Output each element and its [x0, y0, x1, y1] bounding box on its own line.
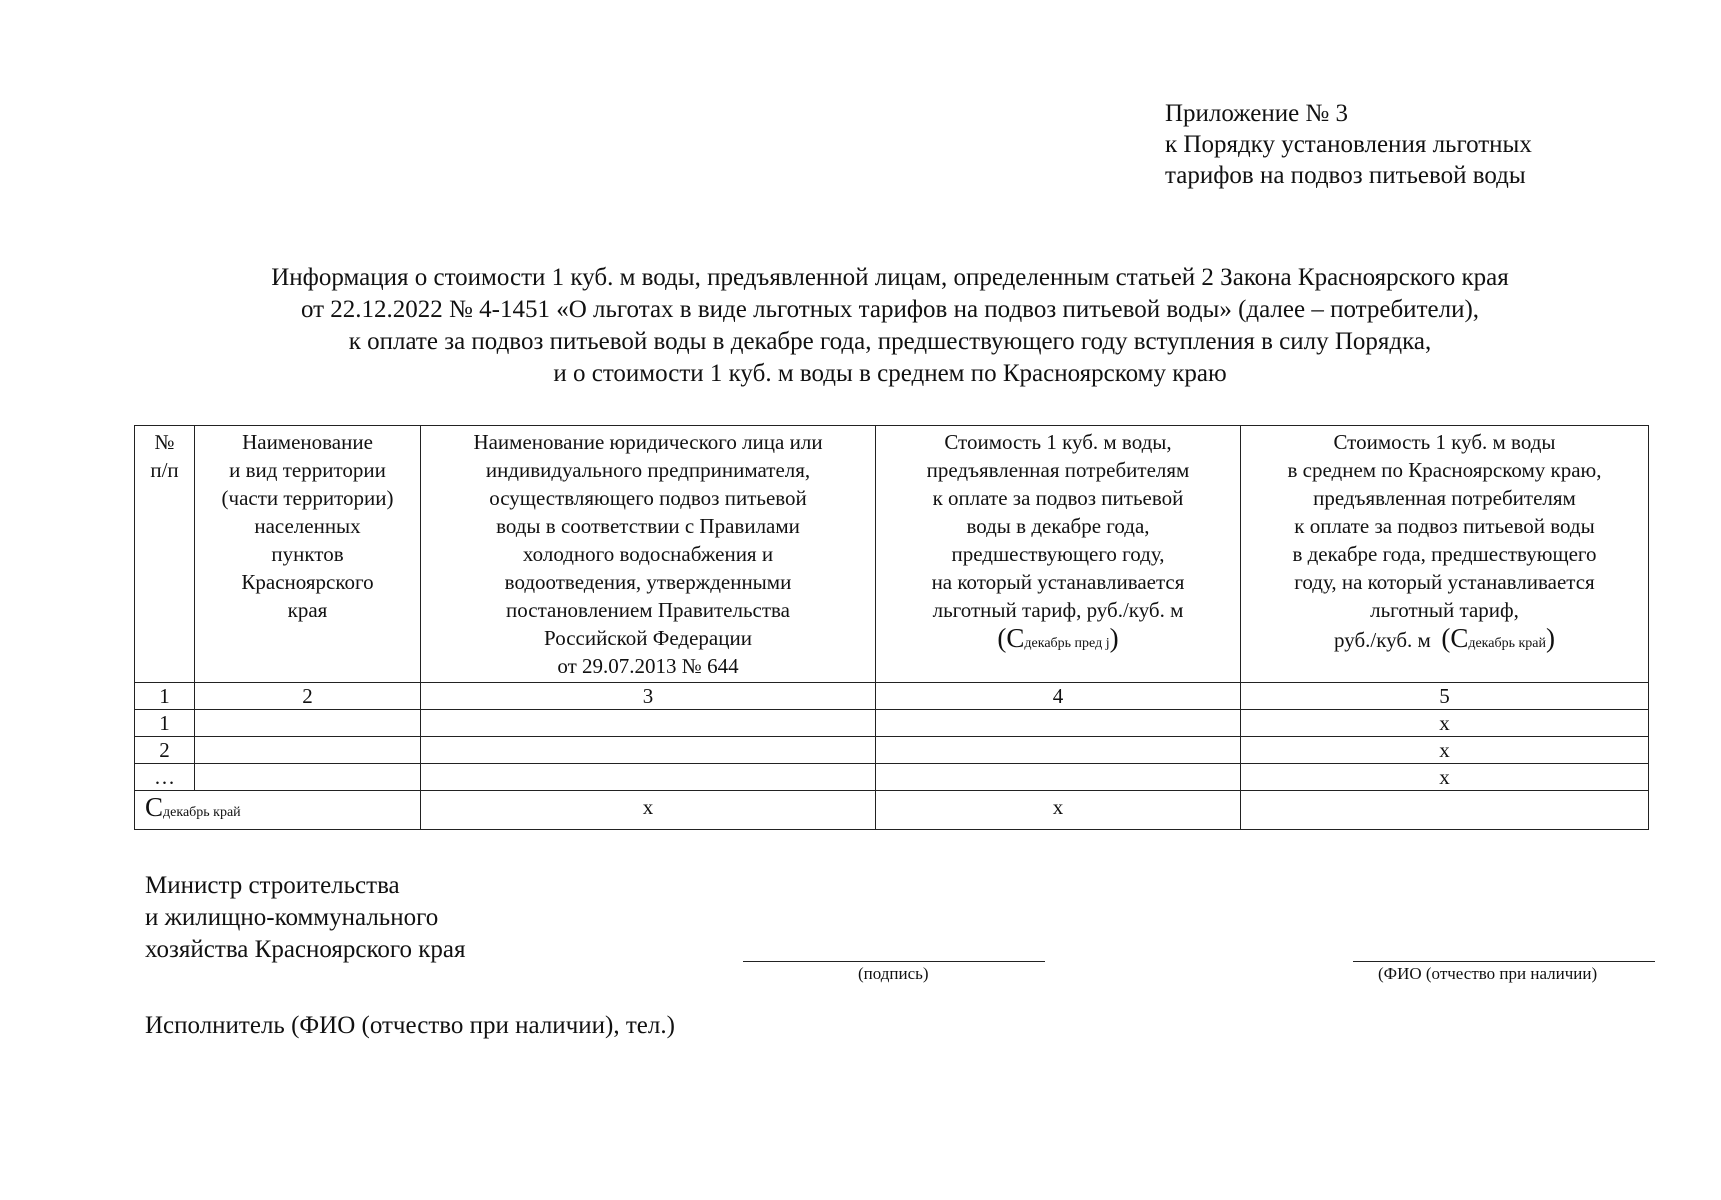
formula-subscript: декабрь пред j — [1024, 636, 1110, 651]
cell-territory — [195, 737, 421, 764]
appendix-header — [1165, 98, 1532, 191]
column-number: 4 — [876, 683, 1241, 710]
title-line: к оплате за подвоз питьевой воды в декабре года, предшествующего году вступления в силу Порядка, — [348, 328, 1432, 355]
cell-territory — [195, 764, 421, 791]
row-num: … — [135, 764, 195, 791]
total-average — [1241, 791, 1649, 830]
name-line — [1353, 961, 1655, 962]
formula-close: ) — [1109, 623, 1119, 653]
appendix-number: Приложение № 3 — [1165, 100, 1349, 127]
title-line: Информация о стоимости 1 куб. м воды, предъявленной лицам, определенным статьей 2 Закона Красноярского края — [271, 264, 1509, 291]
cell-average: x — [1241, 710, 1649, 737]
header-cost-consumer-text: Стоимость 1 куб. м воды, предъявленная потребителям к оплате за подвоз питьевой воды в декабре года, предшествующего году, на который устанавливается льготный тариф, руб./куб. м — [926, 430, 1190, 622]
cell-supplier — [421, 764, 876, 791]
header-cost-average-formula — [1245, 624, 1644, 658]
header-territory: Наименование и вид территории (части территории) населенных пунктов Красноярского края — [195, 426, 421, 683]
column-number: 2 — [195, 683, 421, 710]
table-row — [135, 710, 1649, 737]
appendix-ref-line: тарифов на подвоз питьевой воды — [1165, 162, 1526, 189]
cell-supplier — [421, 710, 876, 737]
header-cost-average-text: Стоимость 1 куб. м воды в среднем по Красноярскому краю, предъявленная потребителям к оплате за подвоз питьевой воды в декабре года, предшествующего году, на который устанавливается льготный тариф, — [1287, 430, 1602, 622]
unit-label: руб./куб. м — [1334, 628, 1431, 652]
total-cost: x — [876, 791, 1241, 830]
appendix-ref-line: к Порядку установления льготных — [1165, 131, 1532, 158]
table-header-row — [135, 426, 1649, 683]
column-number: 5 — [1241, 683, 1649, 710]
signature-line — [743, 961, 1045, 962]
cell-average: x — [1241, 737, 1649, 764]
signer-line: хозяйства Красноярского края — [145, 936, 466, 963]
cell-supplier — [421, 737, 876, 764]
cell-territory — [195, 710, 421, 737]
executor-line: Исполнитель (ФИО (отчество при наличии), тел.) — [145, 1012, 675, 1039]
header-cost-average — [1241, 426, 1649, 683]
cell-cost — [876, 764, 1241, 791]
tariff-table — [134, 425, 1649, 830]
name-caption: (ФИО (отчество при наличии) — [1378, 964, 1598, 983]
document-title — [130, 262, 1650, 390]
cell-cost — [876, 737, 1241, 764]
total-label — [135, 791, 421, 830]
total-row — [135, 791, 1649, 830]
header-cost-consumer — [876, 426, 1241, 683]
cell-cost — [876, 710, 1241, 737]
header-num: № п/п — [135, 426, 195, 683]
row-num: 1 — [135, 710, 195, 737]
header-cost-consumer-formula — [880, 624, 1236, 658]
cell-average: x — [1241, 764, 1649, 791]
signer-line: Министр строительства — [145, 872, 400, 899]
table-row — [135, 764, 1649, 791]
row-num: 2 — [135, 737, 195, 764]
formula-close: ) — [1545, 623, 1555, 653]
column-number-row — [135, 683, 1649, 710]
column-number: 3 — [421, 683, 876, 710]
formula-subscript: декабрь край — [1468, 636, 1546, 651]
total-supplier: x — [421, 791, 876, 830]
table-row — [135, 737, 1649, 764]
signer-position — [145, 870, 466, 966]
formula-symbol: (С — [997, 623, 1025, 653]
formula-symbol: (С — [1441, 623, 1469, 653]
total-symbol: С — [145, 792, 164, 822]
signature-caption: (подпись) — [858, 964, 929, 983]
column-number: 1 — [135, 683, 195, 710]
title-line: и о стоимости 1 куб. м воды в среднем по Красноярскому краю — [553, 360, 1227, 387]
signer-line: и жилищно-коммунального — [145, 904, 439, 931]
header-supplier: Наименование юридического лица или индивидуального предпринимателя, осуществляющего подвоз питьевой воды в соответствии с Правилами холодного водоснабжения и водоотведения, утвержденными постановлением Правительства Российской Федерации от 29.07.2013 № 644 — [421, 426, 876, 683]
total-subscript: декабрь край — [163, 805, 241, 820]
title-line: от 22.12.2022 № 4-1451 «О льготах в виде льготных тарифов на подвоз питьевой воды» (далее – потребители), — [300, 296, 1480, 323]
